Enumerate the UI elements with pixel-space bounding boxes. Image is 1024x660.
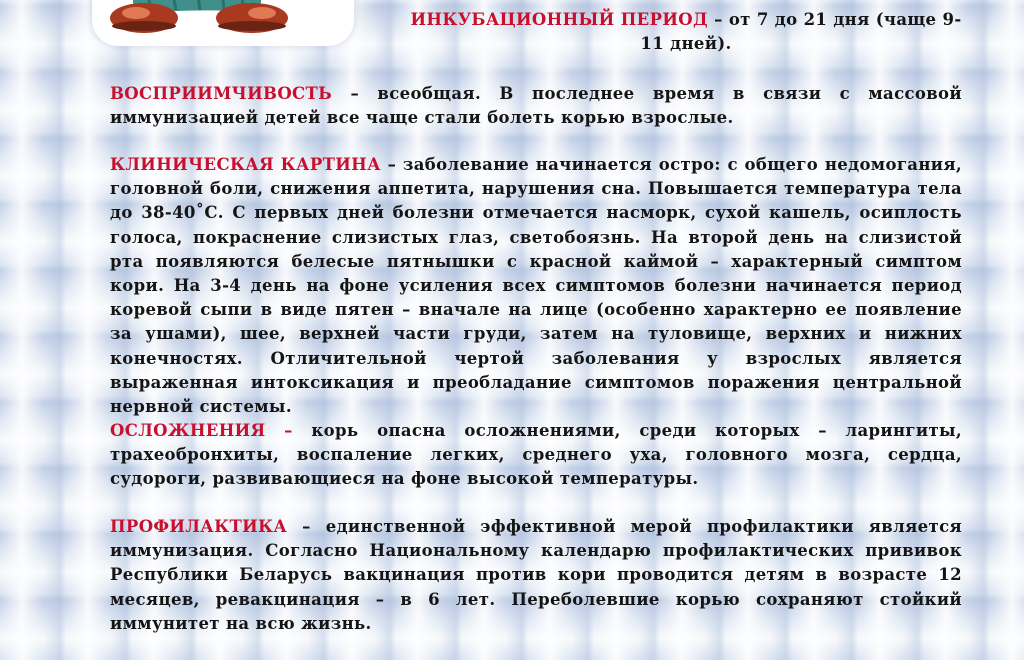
susceptibility-text: – всеобщая. В последнее время в связи с массовой иммунизацией детей все чаще стали болеть корью взрослые. [110, 84, 962, 128]
incubation-paragraph [410, 8, 962, 56]
illustration-panel [92, 0, 354, 46]
clinical-heading: КЛИНИЧЕСКАЯ КАРТИНА [110, 155, 381, 174]
complications-paragraph [110, 419, 962, 492]
susceptibility-paragraph [110, 82, 962, 130]
clinical-text: – заболевание начинается остро: с общего недомогания, головной боли, снижения аппетита, нарушения сна. Повышается температура тела до 38-40˚С. С первых дней болезни отмечается насморк, сухой кашель, осиплость голоса, покраснение слизистых глаз, светобоязнь. На второй день на слизистой рта появляются белесые пятнышки с красной каймой – характерный симптом кори. На 3-4 день на фоне усиления всех симптомов болезни начинается период коревой сыпи в виде пятен – вначале на лице (особенно характерно ее появление за ушами), шее, верхней части груди, затем на туловище, верхних и нижних конечностях. Отличительной чертой заболевания у взрослых является выраженная интоксикация и преобладание симптомов поражения центральной нервной системы. [110, 155, 962, 417]
complications-text: корь опасна осложнениями, среди которых – ларингиты, трахеобронхиты, воспаление легких, среднего уха, головного мозга, сердца, судороги, развивающиеся на фоне высокой температуры. [110, 421, 962, 489]
prevention-paragraph [110, 515, 962, 636]
susceptibility-heading: ВОСПРИИМЧИВОСТЬ [110, 84, 333, 103]
complications-heading: ОСЛОЖНЕНИЯ – [110, 421, 293, 440]
incubation-text: – от 7 до 21 дня (чаще 9-11 дней). [640, 10, 962, 54]
prevention-heading: ПРОФИЛАКТИКА [110, 517, 288, 536]
cartoon-shoes-icon [92, 0, 354, 46]
incubation-heading: ИНКУБАЦИОННЫЙ ПЕРИОД [410, 10, 709, 29]
clinical-paragraph [110, 153, 962, 419]
prevention-text: – единственной эффективной мерой профилактики является иммунизация. Согласно Национальному календарю профилактических прививок Республики Беларусь вакцинация против кори проводится детям в возрасте 12 месяцев, ревакцинация – в 6 лет. Переболевшие корью сохраняют стойкий иммунитет на всю жизнь. [110, 517, 962, 633]
